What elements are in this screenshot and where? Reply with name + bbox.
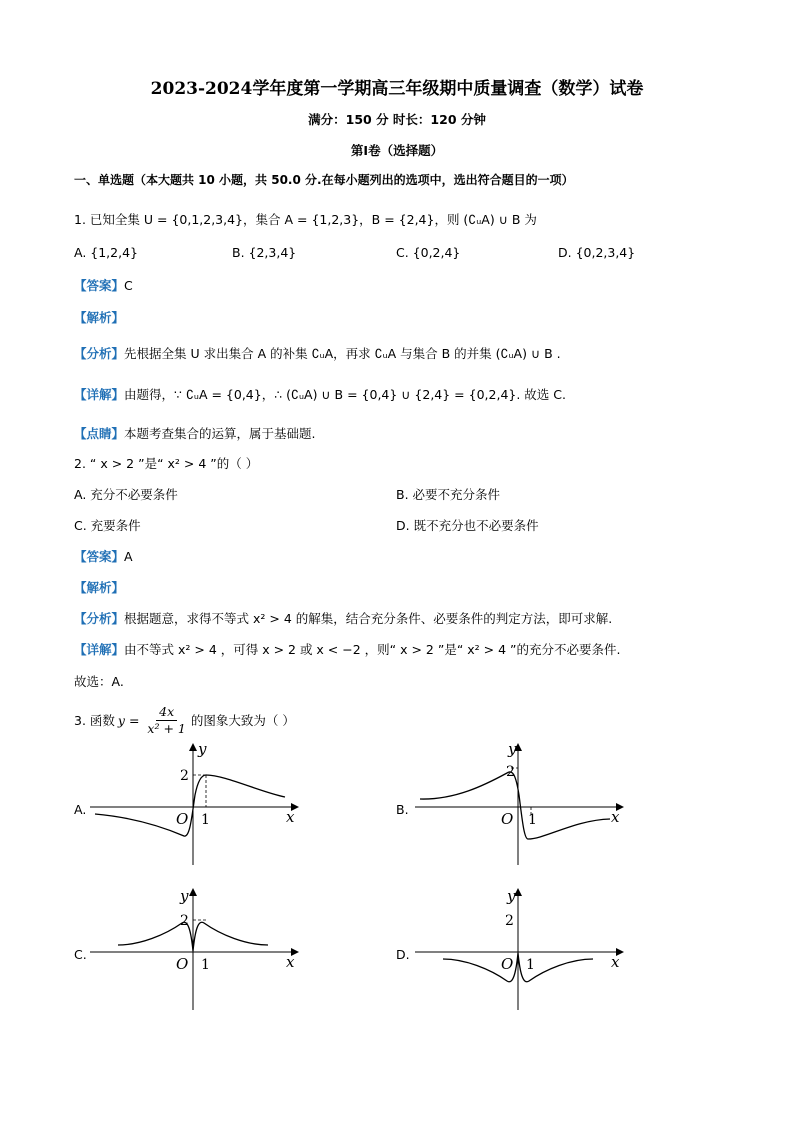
tick-1-label: 1 <box>526 957 535 973</box>
q2-answer <box>74 547 133 565</box>
tick-2-label: 2 <box>180 768 189 784</box>
curve <box>95 775 285 836</box>
q1-option-d: D. {0,2,3,4} <box>558 245 636 260</box>
q3-option-d-graph <box>415 885 630 1015</box>
score-line: 满分：150 分 时长：120 分钟 <box>308 112 486 127</box>
detail-tag: 【详解】 <box>74 642 125 657</box>
q3-option-c-graph <box>90 885 305 1015</box>
tick-1-label: 1 <box>528 812 537 828</box>
answer-value: C <box>124 278 133 293</box>
q2-conclusion: 故选：A. <box>74 674 124 689</box>
q1-option-c: C. {0,2,4} <box>396 245 461 260</box>
q3-func-numerator: 4x <box>156 704 177 721</box>
axis-x-label: x <box>286 808 295 826</box>
axis-y-label: y <box>507 887 516 905</box>
comment-text: 本题考查集合的运算，属于基础题. <box>124 426 316 441</box>
q2-analysis-tag: 【解析】 <box>74 580 125 595</box>
answer-value: A <box>124 549 133 564</box>
q3-option-a-graph <box>90 740 305 870</box>
detail-text: 由不等式 x² > 4 ，可得 x > 2 或 x < −2 ，则“ x > 2 ”是“ x² > 4 ”的充分不必要条件. <box>124 642 621 657</box>
tick-2-label: 2 <box>180 913 189 929</box>
q3-option-a-label: A. <box>74 802 87 817</box>
q2-option-c: C. 充要条件 <box>74 518 141 533</box>
q1-answer <box>74 276 133 294</box>
fenxi-tag: 【分析】 <box>74 611 125 626</box>
q1-option-b: B. {2,3,4} <box>232 245 297 260</box>
answer-tag: 【答案】 <box>74 549 125 564</box>
axis-x-label: x <box>611 953 620 971</box>
axis-y-label: y <box>180 887 189 905</box>
q3-fraction <box>144 704 188 737</box>
page-title: 2023-2024学年度第一学期高三年级期中质量调查（数学）试卷 <box>150 79 644 99</box>
tick-2-label: 2 <box>506 764 515 780</box>
axis-y-label: y <box>198 740 207 758</box>
q2-option-a: A. 充分不必要条件 <box>74 487 178 502</box>
q3-func-lhs: y = <box>117 712 140 728</box>
axis-x-label: x <box>286 953 295 971</box>
q3-stem <box>74 700 295 740</box>
q2-option-b: B. 必要不充分条件 <box>396 487 501 502</box>
q2-detail <box>74 640 620 658</box>
axis-y-label: y <box>508 740 517 758</box>
answer-tag: 【答案】 <box>74 278 125 293</box>
q3-stem-prefix: 3. 函数 <box>74 713 115 728</box>
q3-option-d-label: D. <box>396 947 410 962</box>
q1-option-a: A. {1,2,4} <box>74 245 138 260</box>
q2-option-d: D. 既不充分也不必要条件 <box>396 518 539 533</box>
q1-stem: 1. 已知全集 U = {0,1,2,3,4}，集合 A = {1,2,3}，B = {2,4}，则 (∁ᵤA) ∪ B 为 <box>74 212 537 227</box>
fenxi-text: 先根据全集 U 求出集合 A 的补集 ∁ᵤA，再求 ∁ᵤA 与集合 B 的并集 (∁ᵤA) ∪ B . <box>124 346 561 361</box>
tick-2-label: 2 <box>505 913 514 929</box>
fenxi-text: 根据题意，求得不等式 x² > 4 的解集，结合充分条件、必要条件的判定方法，即可求解. <box>124 611 613 626</box>
origin-label: O <box>501 810 514 828</box>
axis-x-label: x <box>611 808 620 826</box>
origin-label: O <box>501 955 514 973</box>
curve <box>420 772 610 839</box>
q1-fenxi <box>74 344 561 362</box>
q3-option-b-graph <box>415 740 630 870</box>
detail-text: 由题得，∵ ∁ᵤA = {0,4}，∴ (∁ᵤA) ∪ B = {0,4} ∪ {2,4} = {0,2,4}. 故选 C. <box>124 387 566 402</box>
origin-label: O <box>176 955 189 973</box>
origin-label: O <box>176 810 189 828</box>
q1-detail <box>74 385 566 403</box>
q3-func-denominator: x² + 1 <box>147 720 186 736</box>
q1-comment <box>74 424 316 442</box>
detail-tag: 【详解】 <box>74 387 125 402</box>
tick-1-label: 1 <box>201 957 210 973</box>
fenxi-tag: 【分析】 <box>74 346 125 361</box>
q2-fenxi <box>74 609 612 627</box>
q3-stem-suffix: 的图象大致为（ ） <box>190 713 295 728</box>
comment-tag: 【点睛】 <box>74 426 125 441</box>
q1-analysis-tag: 【解析】 <box>74 310 125 325</box>
q2-stem: 2. “ x > 2 ”是“ x² > 4 ”的（ ） <box>74 456 259 471</box>
section-heading: 一、单选题（本大题共 10 小题，共 50.0 分.在每小题列出的选项中，选出符合题目的一项） <box>74 173 574 187</box>
tick-1-label: 1 <box>201 812 210 828</box>
q3-option-c-label: C. <box>74 947 87 962</box>
volume-title: 第Ⅰ卷（选择题） <box>350 143 444 158</box>
q3-option-b-label: B. <box>396 802 409 817</box>
